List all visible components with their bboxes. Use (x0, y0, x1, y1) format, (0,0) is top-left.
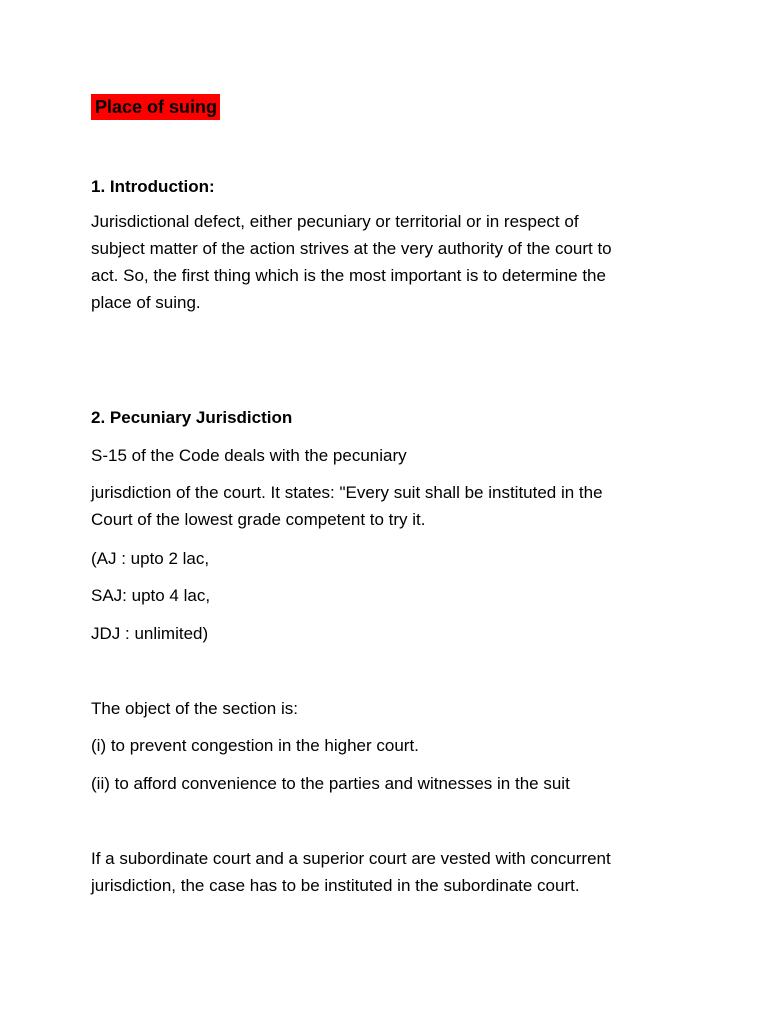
object-intro: The object of the section is: (91, 699, 298, 718)
section-2-intro: S-15 of the Code deals with the pecuniary (91, 446, 407, 465)
object-item: (i) to prevent congestion in the higher court. (91, 736, 419, 755)
concurrent-jurisdiction-paragraph (91, 845, 681, 899)
section-1-paragraph (91, 208, 681, 316)
section-1-heading: 1. Introduction: (91, 177, 215, 196)
object-item: (ii) to afford convenience to the parties and witnesses in the suit (91, 774, 570, 793)
quote-line: jurisdiction of the court. It states: "Every suit shall be instituted in the (91, 483, 603, 502)
paragraph-line: act. So, the first thing which is the most important is to determine the (91, 266, 606, 285)
paragraph-line: jurisdiction, the case has to be instituted in the subordinate court. (91, 876, 580, 895)
section-2-quote (91, 479, 681, 533)
paragraph-line: subject matter of the action strives at the very authority of the court to (91, 239, 612, 258)
paragraph-line: If a subordinate court and a superior court are vested with concurrent (91, 849, 611, 868)
paragraph-line: Jurisdictional defect, either pecuniary or territorial or in respect of (91, 212, 579, 231)
document-title: Place of suing (91, 94, 220, 120)
paragraph-line: place of suing. (91, 293, 201, 312)
section-2-heading: 2. Pecuniary Jurisdiction (91, 408, 293, 427)
quote-line: Court of the lowest grade competent to try it. (91, 510, 426, 529)
limit-aj: (AJ : upto 2 lac, (91, 549, 210, 568)
limit-jdj: JDJ : unlimited) (91, 624, 209, 643)
limit-saj: SAJ: upto 4 lac, (91, 586, 211, 605)
